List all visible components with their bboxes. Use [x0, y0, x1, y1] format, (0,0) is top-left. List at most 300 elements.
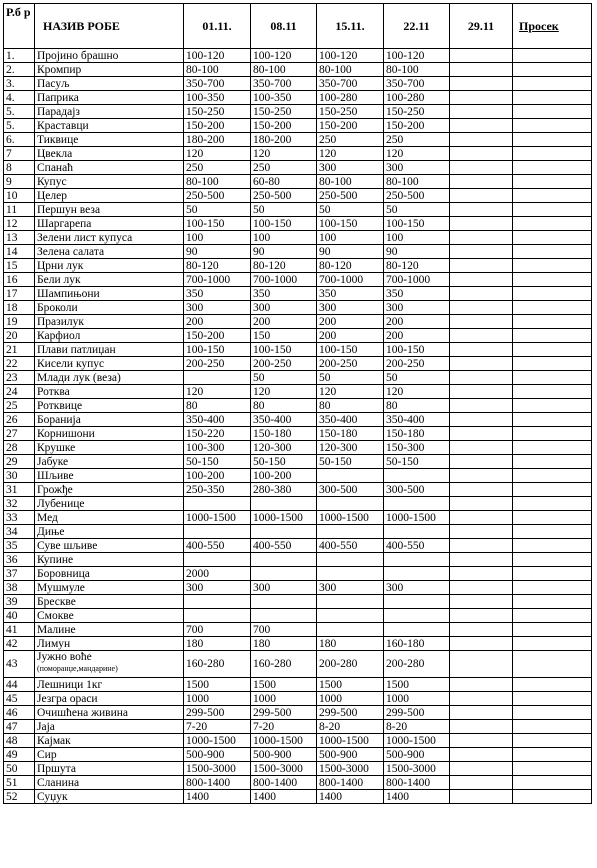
- price-cell: [317, 497, 384, 511]
- row-number: 30: [4, 469, 35, 483]
- product-name: Суџук: [37, 790, 68, 803]
- product-name-cell: [35, 77, 184, 91]
- table-row: [4, 133, 592, 147]
- price-cell: 350-400: [184, 413, 251, 427]
- product-name: Лубенице: [37, 497, 85, 510]
- price-cell: 120: [184, 147, 251, 161]
- price-cell: 250: [317, 133, 384, 147]
- product-name-cell: [35, 623, 184, 637]
- average-cell: [513, 539, 592, 553]
- price-cell: [450, 175, 513, 189]
- price-cell: [450, 720, 513, 734]
- price-cell: 700-1000: [384, 273, 450, 287]
- price-cell: [450, 329, 513, 343]
- average-cell: [513, 49, 592, 63]
- table-row: [4, 483, 592, 497]
- product-name: Диње: [37, 525, 65, 538]
- product-name-cell: [35, 734, 184, 748]
- price-cell: 80-100: [384, 175, 450, 189]
- price-cell: [384, 525, 450, 539]
- price-cell: [450, 776, 513, 790]
- price-cell: [184, 553, 251, 567]
- price-cell: 150-250: [251, 105, 317, 119]
- product-name-cell: [35, 692, 184, 706]
- row-number: 20: [4, 329, 35, 343]
- product-name: Купине: [37, 553, 74, 566]
- product-name-cell: [35, 49, 184, 63]
- table-row: [4, 567, 592, 581]
- product-name: Карфиол: [37, 329, 81, 342]
- row-number: 13: [4, 231, 35, 245]
- table-row: [4, 553, 592, 567]
- table-row: [4, 357, 592, 371]
- price-cell: 80-100: [184, 175, 251, 189]
- product-name-cell: [35, 371, 184, 385]
- table-row: [4, 217, 592, 231]
- price-cell: [450, 637, 513, 651]
- product-name-cell: [35, 273, 184, 287]
- price-cell: [251, 609, 317, 623]
- price-cell: [251, 553, 317, 567]
- price-cell: 1400: [251, 790, 317, 804]
- average-cell: [513, 371, 592, 385]
- price-cell: [317, 525, 384, 539]
- price-cell: 100-350: [184, 91, 251, 105]
- price-cell: 200-280: [384, 651, 450, 678]
- price-cell: [450, 553, 513, 567]
- price-cell: [184, 609, 251, 623]
- price-cell: [450, 133, 513, 147]
- average-cell: [513, 105, 592, 119]
- price-cell: [450, 301, 513, 315]
- average-cell: [513, 175, 592, 189]
- price-cell: 1000-1500: [384, 734, 450, 748]
- price-cell: 299-500: [184, 706, 251, 720]
- price-cell: [384, 567, 450, 581]
- price-cell: [184, 595, 251, 609]
- average-cell: [513, 147, 592, 161]
- row-number: 11: [4, 203, 35, 217]
- average-cell: [513, 762, 592, 776]
- table-row: [4, 63, 592, 77]
- price-cell: 150-180: [251, 427, 317, 441]
- price-cell: 150-200: [184, 119, 251, 133]
- price-cell: 400-550: [251, 539, 317, 553]
- price-cell: 50-150: [251, 455, 317, 469]
- price-cell: 299-500: [317, 706, 384, 720]
- price-cell: [450, 245, 513, 259]
- product-name-cell: [35, 105, 184, 119]
- price-cell: 1500-3000: [251, 762, 317, 776]
- price-cell: 100: [384, 231, 450, 245]
- table-row: [4, 762, 592, 776]
- price-cell: 350-700: [251, 77, 317, 91]
- average-cell: [513, 133, 592, 147]
- product-name-cell: [35, 748, 184, 762]
- average-cell: [513, 609, 592, 623]
- average-cell: [513, 273, 592, 287]
- average-cell: [513, 678, 592, 692]
- price-cell: 150-180: [384, 427, 450, 441]
- price-cell: [450, 483, 513, 497]
- table-row: [4, 525, 592, 539]
- price-cell: [450, 189, 513, 203]
- product-name: Кромпир: [37, 63, 82, 76]
- price-cell: 400-550: [317, 539, 384, 553]
- table-row: [4, 469, 592, 483]
- row-number: 49: [4, 748, 35, 762]
- price-cell: 300: [251, 301, 317, 315]
- price-cell: 800-1400: [317, 776, 384, 790]
- price-cell: [450, 385, 513, 399]
- average-cell: [513, 427, 592, 441]
- product-name: Цвекла: [37, 147, 73, 160]
- price-cell: 150-220: [184, 427, 251, 441]
- price-cell: [184, 371, 251, 385]
- price-cell: [317, 567, 384, 581]
- price-cell: [317, 553, 384, 567]
- product-name: Млади лук (веза): [37, 371, 121, 384]
- price-cell: 1500-3000: [184, 762, 251, 776]
- price-cell: 250: [184, 161, 251, 175]
- price-cell: 50-150: [384, 455, 450, 469]
- price-cell: [450, 119, 513, 133]
- average-cell: [513, 63, 592, 77]
- price-cell: 1000: [384, 692, 450, 706]
- price-cell: 50: [184, 203, 251, 217]
- average-cell: [513, 790, 592, 804]
- price-cell: 400-550: [384, 539, 450, 553]
- price-cell: [317, 609, 384, 623]
- product-name-cell: [35, 231, 184, 245]
- header-date-3: 15.11.: [317, 4, 384, 49]
- price-cell: 150-200: [384, 119, 450, 133]
- price-cell: 60-80: [251, 175, 317, 189]
- table-row: [4, 189, 592, 203]
- product-name-cell: [35, 706, 184, 720]
- price-cell: [317, 595, 384, 609]
- price-cell: 800-1400: [184, 776, 251, 790]
- price-cell: 250-500: [384, 189, 450, 203]
- price-cell: 120-300: [251, 441, 317, 455]
- header-row: [4, 4, 592, 49]
- product-name-cell: [35, 287, 184, 301]
- price-cell: 90: [384, 245, 450, 259]
- average-cell: [513, 441, 592, 455]
- price-cell: [450, 748, 513, 762]
- price-cell: 120: [251, 147, 317, 161]
- product-name: Зелена салата: [37, 245, 105, 258]
- price-cell: 80-120: [184, 259, 251, 273]
- price-cell: [450, 105, 513, 119]
- average-cell: [513, 595, 592, 609]
- price-cell: 200: [317, 329, 384, 343]
- table-row: [4, 497, 592, 511]
- row-number: 2.: [4, 63, 35, 77]
- price-cell: [450, 273, 513, 287]
- price-cell: 700: [184, 623, 251, 637]
- table-row: [4, 203, 592, 217]
- product-name: Очишћена живина: [37, 706, 129, 719]
- price-cell: 150-300: [384, 441, 450, 455]
- price-cell: 50: [384, 371, 450, 385]
- price-cell: 200: [384, 315, 450, 329]
- price-cell: 120: [384, 147, 450, 161]
- row-number: 41: [4, 623, 35, 637]
- price-cell: 250-500: [317, 189, 384, 203]
- table-row: [4, 413, 592, 427]
- average-cell: [513, 511, 592, 525]
- row-number: 10: [4, 189, 35, 203]
- product-name: Боранија: [37, 413, 81, 426]
- table-row: [4, 790, 592, 804]
- price-cell: [450, 651, 513, 678]
- price-cell: 200-250: [384, 357, 450, 371]
- price-cell: 1500: [251, 678, 317, 692]
- price-cell: 100-150: [251, 217, 317, 231]
- price-cell: 300: [384, 301, 450, 315]
- price-cell: 200-250: [317, 357, 384, 371]
- header-rb: Р.б р: [4, 4, 35, 49]
- price-cell: [450, 231, 513, 245]
- price-cell: 120: [317, 147, 384, 161]
- average-cell: [513, 525, 592, 539]
- price-cell: 150-180: [317, 427, 384, 441]
- row-number: 9: [4, 175, 35, 189]
- price-cell: 80-100: [317, 63, 384, 77]
- product-name: Ротква: [37, 385, 70, 398]
- price-cell: 50: [384, 203, 450, 217]
- row-number: 37: [4, 567, 35, 581]
- row-number: 38: [4, 581, 35, 595]
- product-name-cell: [35, 525, 184, 539]
- price-cell: 80: [251, 399, 317, 413]
- row-number: 50: [4, 762, 35, 776]
- price-table: [3, 3, 592, 804]
- price-cell: 700: [251, 623, 317, 637]
- table-row: [4, 720, 592, 734]
- product-name: Јужно воће: [37, 651, 92, 663]
- price-cell: [450, 706, 513, 720]
- average-cell: [513, 553, 592, 567]
- product-name-cell: [35, 581, 184, 595]
- product-name: Шампињони: [37, 287, 100, 300]
- price-cell: 700-1000: [251, 273, 317, 287]
- product-name-cell: [35, 678, 184, 692]
- table-row: [4, 315, 592, 329]
- price-cell: [251, 497, 317, 511]
- price-cell: 100-200: [251, 469, 317, 483]
- row-number: 14: [4, 245, 35, 259]
- price-cell: 100-150: [184, 217, 251, 231]
- average-cell: [513, 315, 592, 329]
- price-cell: 100-120: [184, 49, 251, 63]
- price-cell: 300: [317, 301, 384, 315]
- price-cell: 350: [184, 287, 251, 301]
- row-number: 3.: [4, 77, 35, 91]
- price-cell: 50-150: [317, 455, 384, 469]
- average-cell: [513, 245, 592, 259]
- price-cell: 700-1000: [184, 273, 251, 287]
- price-cell: 1500-3000: [317, 762, 384, 776]
- table-row: [4, 651, 592, 678]
- table-row: [4, 706, 592, 720]
- row-number: 52: [4, 790, 35, 804]
- price-cell: 300: [184, 581, 251, 595]
- price-cell: [450, 147, 513, 161]
- price-cell: 350-400: [317, 413, 384, 427]
- product-name: Першун веза: [37, 203, 101, 216]
- table-row: [4, 609, 592, 623]
- price-cell: 400-550: [184, 539, 251, 553]
- average-cell: [513, 637, 592, 651]
- product-name-cell: [35, 511, 184, 525]
- table-row: [4, 581, 592, 595]
- table-row: [4, 287, 592, 301]
- price-cell: 100-150: [384, 343, 450, 357]
- price-cell: [384, 553, 450, 567]
- price-cell: 100: [184, 231, 251, 245]
- average-cell: [513, 161, 592, 175]
- product-name-cell: [35, 539, 184, 553]
- price-cell: 150-250: [317, 105, 384, 119]
- price-cell: 1000-1500: [184, 511, 251, 525]
- price-cell: 500-900: [317, 748, 384, 762]
- row-number: 17: [4, 287, 35, 301]
- price-cell: 500-900: [184, 748, 251, 762]
- average-cell: [513, 329, 592, 343]
- product-name-cell: [35, 133, 184, 147]
- average-cell: [513, 413, 592, 427]
- product-name: Паприка: [37, 91, 79, 104]
- price-cell: 100-200: [184, 469, 251, 483]
- table-row: [4, 776, 592, 790]
- row-number: 51: [4, 776, 35, 790]
- price-cell: 1000: [317, 692, 384, 706]
- price-cell: 2000: [184, 567, 251, 581]
- price-cell: 50: [251, 371, 317, 385]
- price-cell: 1000-1500: [384, 511, 450, 525]
- product-name-cell: [35, 259, 184, 273]
- product-name: Лешници 1кг: [37, 678, 103, 691]
- price-cell: 150-200: [184, 329, 251, 343]
- product-name: Јабуке: [37, 455, 69, 468]
- row-number: 44: [4, 678, 35, 692]
- product-name: Јаја: [37, 720, 55, 733]
- price-cell: 1000-1500: [317, 734, 384, 748]
- row-number: 31: [4, 483, 35, 497]
- row-number: 6.: [4, 133, 35, 147]
- row-number: 5.: [4, 105, 35, 119]
- price-cell: [450, 734, 513, 748]
- price-cell: 350: [251, 287, 317, 301]
- header-average: Просек: [513, 4, 592, 49]
- product-name-cell: [35, 720, 184, 734]
- price-cell: 300: [317, 161, 384, 175]
- price-cell: 350: [384, 287, 450, 301]
- average-cell: [513, 399, 592, 413]
- table-row: [4, 49, 592, 63]
- row-number: 23: [4, 371, 35, 385]
- price-cell: 500-900: [384, 748, 450, 762]
- price-cell: 280-380: [251, 483, 317, 497]
- price-cell: 180: [317, 637, 384, 651]
- price-cell: 100-150: [317, 343, 384, 357]
- row-number: 33: [4, 511, 35, 525]
- header-product-name: НАЗИВ РОБЕ: [35, 4, 184, 49]
- table-row: [4, 427, 592, 441]
- row-number: 22: [4, 357, 35, 371]
- product-name-cell: [35, 455, 184, 469]
- price-cell: 250: [384, 133, 450, 147]
- product-name-cell: [35, 203, 184, 217]
- row-number: 18: [4, 301, 35, 315]
- price-cell: 350-700: [184, 77, 251, 91]
- product-name: Бели лук: [37, 273, 81, 286]
- price-cell: 80-120: [317, 259, 384, 273]
- table-row: [4, 734, 592, 748]
- price-cell: 299-500: [384, 706, 450, 720]
- product-name-cell: [35, 567, 184, 581]
- table-row: [4, 678, 592, 692]
- price-cell: 300-500: [317, 483, 384, 497]
- price-cell: 350: [317, 287, 384, 301]
- price-cell: 80-100: [317, 175, 384, 189]
- price-cell: 1000-1500: [251, 734, 317, 748]
- price-cell: [450, 441, 513, 455]
- average-cell: [513, 343, 592, 357]
- price-cell: 50: [317, 371, 384, 385]
- price-cell: 80-120: [384, 259, 450, 273]
- price-cell: [450, 692, 513, 706]
- price-cell: 100-280: [384, 91, 450, 105]
- price-cell: 200: [317, 315, 384, 329]
- product-name-cell: [35, 315, 184, 329]
- price-cell: [450, 287, 513, 301]
- row-number: 15: [4, 259, 35, 273]
- price-cell: 250: [251, 161, 317, 175]
- product-name-cell: [35, 245, 184, 259]
- price-cell: [450, 525, 513, 539]
- price-cell: [450, 623, 513, 637]
- table-row: [4, 455, 592, 469]
- price-cell: 150-250: [384, 105, 450, 119]
- row-number: 24: [4, 385, 35, 399]
- price-cell: 300: [251, 581, 317, 595]
- price-cell: 100-120: [384, 49, 450, 63]
- product-name-cell: [35, 301, 184, 315]
- price-cell: 500-900: [251, 748, 317, 762]
- product-name: Пасуљ: [37, 77, 70, 90]
- price-cell: 150-250: [184, 105, 251, 119]
- table-row: [4, 273, 592, 287]
- row-number: 29: [4, 455, 35, 469]
- table-row: [4, 623, 592, 637]
- product-name: Зелени лист купуса: [37, 231, 133, 244]
- product-name: Смокве: [37, 609, 74, 622]
- row-number: 4.: [4, 91, 35, 105]
- price-cell: [450, 455, 513, 469]
- price-cell: [450, 161, 513, 175]
- table-row: [4, 595, 592, 609]
- table-row: [4, 385, 592, 399]
- price-cell: 1400: [317, 790, 384, 804]
- price-cell: 120: [317, 385, 384, 399]
- product-name: Кајмак: [37, 734, 71, 747]
- price-cell: 100-150: [251, 343, 317, 357]
- row-number: 36: [4, 553, 35, 567]
- price-cell: 100-150: [384, 217, 450, 231]
